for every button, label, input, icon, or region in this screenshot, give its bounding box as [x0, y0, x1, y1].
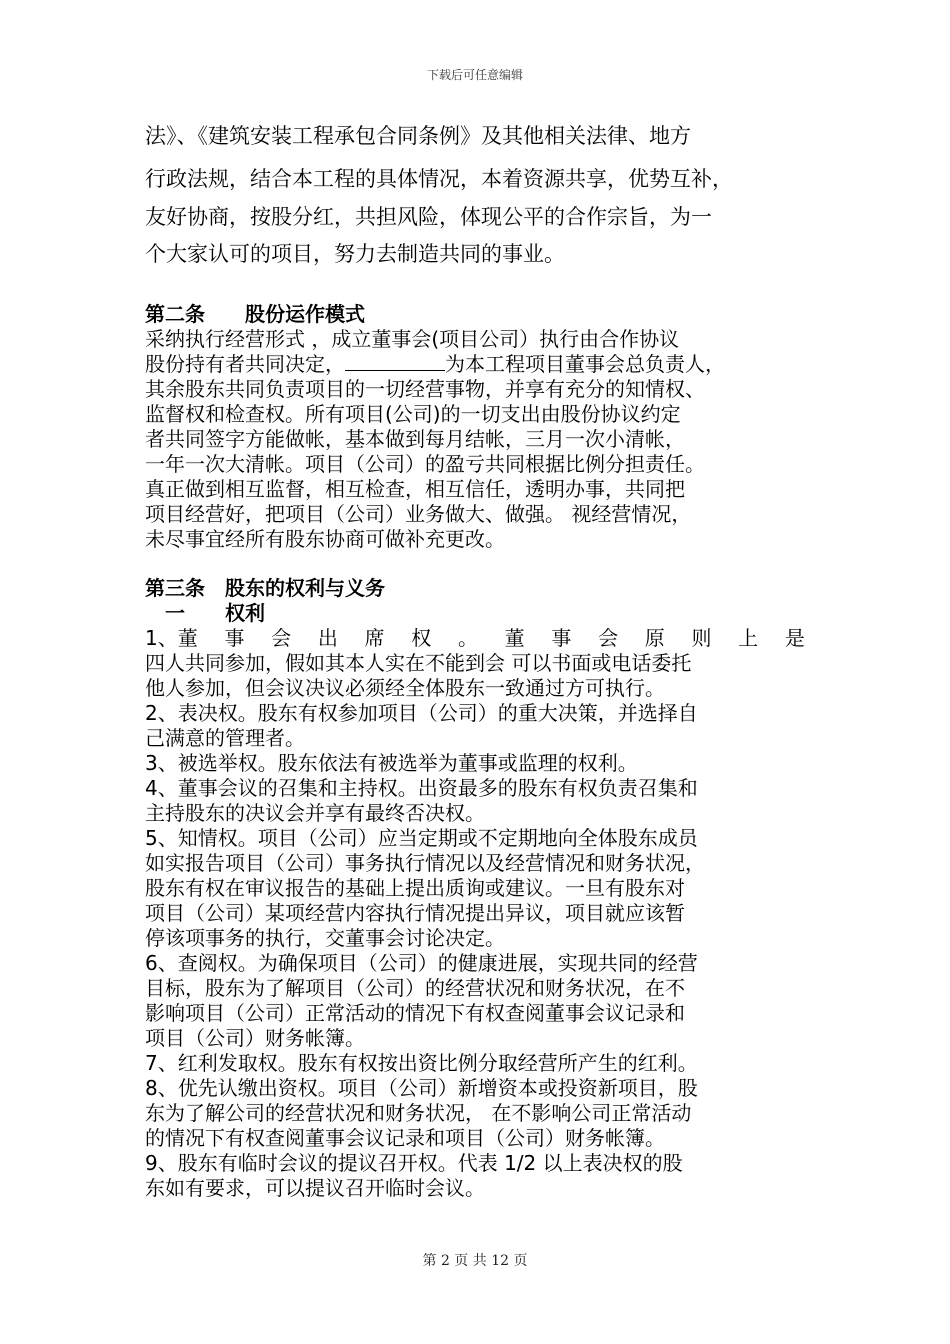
spread-char: 董: [504, 626, 525, 650]
page-header: 下载后可任意编辑: [426, 68, 523, 82]
rights-line: 东如有要求，可以提议召开临时会议。: [145, 1176, 485, 1200]
article-2-line: 其余股东共同负责项目的一切经营事物，并享有充分的知情权、: [145, 377, 705, 401]
spread-char: 出: [317, 626, 338, 650]
article-2-heading: 第二条 股份运作模式: [145, 302, 365, 326]
rights-line: 的情况下有权查阅董事会议记录和项目（公司）财务帐簿。: [145, 1126, 665, 1150]
spread-char: 会: [271, 626, 292, 650]
page-footer: 第 2 页 共 12 页: [422, 1253, 528, 1269]
rights-line: 如实报告项目（公司）事务执行情况以及经营情况和财务状况，: [145, 851, 705, 875]
rights-line: 6、查阅权。为确保项目（公司）的健康进展，实现共同的经营: [145, 951, 698, 975]
rights-line: 3、被选举权。股东依法有被选举为董事或监理的权利。: [145, 751, 638, 775]
rights-line: 4、董事会议的召集和主持权。出资最多的股东有权负责召集和: [145, 776, 698, 800]
spread-char: 席: [364, 626, 385, 650]
article-2-line: 真正做到相互监督，相互检查，相互信任，透明办事，共同把: [145, 477, 685, 501]
rights-line: 影响项目（公司）正常活动的情况下有权查阅董事会议记录和: [145, 1001, 685, 1025]
rights-line: 四人共同参加，假如其本人实在不能到会 可以书面或电话委托: [145, 651, 692, 675]
rights-line: 项目（公司）某项经营内容执行情况提出异议，项目就应该暂: [145, 901, 685, 925]
spread-char: 会: [598, 626, 619, 650]
rights-line: 项目（公司）财务帐簿。: [145, 1026, 365, 1050]
intro-line: 法》、《建筑安装工程承包合同条例》及其他相关法律、地方: [145, 124, 691, 148]
article-2-line: 一年一次大清帐。项目（公司）的盈亏共同根据比例分担责任。: [145, 452, 705, 476]
rights-line: 目标，股东为了解项目（公司）的经营状况和财务状况，在不: [145, 976, 685, 1000]
spread-char: 事: [224, 626, 245, 650]
rights-line: 5、知情权。项目（公司）应当定期或不定期地向全体股东成员: [145, 826, 698, 850]
rights-line: 停该项事务的执行，交董事会讨论决定。: [145, 926, 505, 950]
rights-line: 股东有权在审议报告的基础上提出质询或建议。一旦有股东对: [145, 876, 685, 900]
intro-line: 个大家认可的项目，努力去制造共同的事业。: [145, 242, 565, 266]
rights-line: 主持股东的决议会并享有最终否决权。: [145, 801, 485, 825]
rights-line: 他人参加，但会议决议必须经全体股东一致通过方可执行。: [145, 676, 665, 700]
rights-line: 8、优先认缴出资权。项目（公司）新增资本或投资新项目，股: [145, 1076, 698, 1100]
article-2-line: 采纳执行经营形式 ，成立董事会(项目公司）执行由合作协议: [145, 327, 680, 351]
article-2-line: 项目经营好，把项目（公司）业务做大、做强。 视经营情况，: [145, 502, 692, 526]
spread-char: 上: [738, 626, 759, 650]
intro-line: 友好协商，按股分红，共担风险，体现公平的合作宗旨，为一: [145, 205, 712, 229]
spread-char: 则: [691, 626, 712, 650]
article-2-text: 为本工程项目董事会总负责人，: [445, 352, 725, 376]
intro-line: 行政法规，结合本工程的具体情况，本着资源共享，优势互补，: [145, 167, 733, 191]
rights-line: 7、红利发取权。股东有权按出资比例分取经营所产生的红利。: [145, 1051, 698, 1075]
article-3-heading: 第三条 股东的权利与义务: [145, 576, 385, 600]
rights-line: 2、表决权。股东有权参加项目（公司）的重大决策，并选择自: [145, 701, 698, 725]
rights-line: 己满意的管理者。: [145, 726, 305, 750]
rights-subheading: 一 权利: [145, 601, 265, 625]
spread-char: 1、董: [145, 626, 198, 650]
spread-char: 权: [411, 626, 432, 650]
spread-char: 是: [784, 626, 805, 650]
article-2-line: 者共同签字方能做帐，基本做到每月结帐，三月一次小清帐，: [145, 427, 685, 451]
rights-line: 东为了解公司的经营状况和财务状况， 在不影响公司正常活动: [145, 1101, 692, 1125]
fill-in-blank: [345, 352, 445, 371]
spread-char: 事: [551, 626, 572, 650]
spread-char: 原: [644, 626, 665, 650]
article-2-text: 股份持有者共同决定，: [145, 352, 345, 376]
rights-item-1-spread: [145, 626, 805, 650]
article-2-line: 监督权和检查权。所有项目(公司)的一切支出由股份协议约定: [145, 402, 681, 426]
rights-line: 9、股东有临时会议的提议召开权。代表 1/2 以上表决权的股: [145, 1151, 683, 1175]
spread-char: 。: [457, 626, 478, 650]
article-2-line: [145, 352, 725, 376]
article-2-line: 未尽事宜经所有股东协商可做补充更改。: [145, 527, 505, 551]
